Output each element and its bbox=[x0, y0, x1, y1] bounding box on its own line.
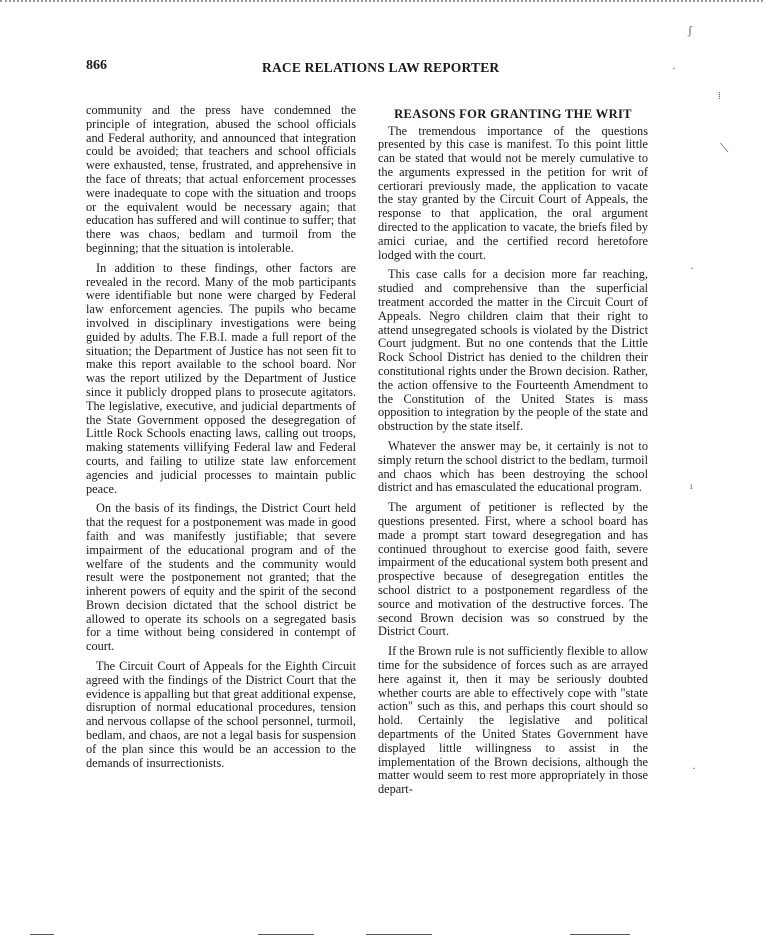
scan-speck: · bbox=[672, 61, 676, 75]
right-paragraph-1: The tremendous importance of the questions presented by this case is manifest. To this point little can be stated that would not be merely cumulative to the arguments expressed in the petition for writ of certiorari previously made, the application to vacate the stay granted by the Circuit Court of Appeals, the response to that application, the oral argument directed to the application to vacate, the briefs filed by amici curiae, and the certified record heretofore lodged with the court. bbox=[378, 123, 648, 262]
scan-bottom-edge bbox=[366, 934, 432, 935]
page-number: 866 bbox=[86, 58, 107, 73]
scan-bottom-edge bbox=[570, 934, 630, 935]
running-head: RACE RELATIONS LAW REPORTER bbox=[262, 60, 500, 75]
scan-speck: ⁞ bbox=[718, 91, 721, 102]
scan-speck: ⟍ bbox=[720, 141, 729, 155]
left-paragraph-4: The Circuit Court of Appeals for the Eighth Circuit agreed with the findings of the District Court that the evidence is appalling but that great additional expense, disruption of normal educational procedures, tension and nervous collapse of the school personnel, turmoil, bedlam, and chaos, are not a legal basis for suspension of the plan since this would be an accession to the demands of insurrectionists. bbox=[86, 659, 356, 770]
right-paragraph-3: Whatever the answer may be, it certainly is not to simply return the school district to the bedlam, turmoil and chaos which has been destroying the school district and has emasculated the educational program. bbox=[378, 439, 648, 495]
section-heading: REASONS FOR GRANTING THE WRIT bbox=[394, 107, 632, 121]
scan-speck: · bbox=[692, 761, 696, 775]
scan-top-edge bbox=[0, 0, 763, 4]
scan-speck: · bbox=[690, 261, 694, 275]
right-paragraph-5: If the Brown rule is not sufficiently flexible to allow time for the subsidence of forces such as are arrayed here against it, then it may be seriously doubted whether courts are able to effectively cope with "state action" such as this, and perhaps this court should so hold. Certainly the legislative and political departments of the United States Government have displayed little willingness to assist in the implementation of the Brown decisions, although the matter would seem to rest more appropriately in those depart- bbox=[378, 644, 648, 797]
right-paragraph-2: This case calls for a decision more far reaching, studied and comprehensive than the superficial treatment accorded the matter in the Circuit Court of Appeals. Negro children claim that their right to attend unsegregated schools is violated by the District Court judgment. But no one contends that the Little Rock School District has denied to the children their constitutional rights under the Brown decision. Rather, the action offensive to the Fourteenth Amendment to the Constitution of the United States is mass opposition to integration by the people of the state and obstruction by the state itself. bbox=[378, 267, 648, 434]
right-paragraph-4: The argument of petitioner is reflected by the questions presented. First, where a school board has made a prompt start toward desegregation and has continued throughout to exercise good faith, severe impairment of the educational system both present and prospective because of desegregation entitles the school district to a postponement regardless of the source and motivation of the destructive forces. The second Brown decision was so construed by the District Court. bbox=[378, 500, 648, 639]
scan-bottom-edge bbox=[30, 934, 54, 935]
scan-speck: ʃ bbox=[688, 23, 692, 37]
left-paragraph-1: community and the press have condemned the principle of integration, abused the school officials and Federal authority, and announced that integration could be avoided; that teachers and school officials were exhausted, tense, frustrated, and apprehensive in the face of threats; that actual enforcement processes were inadequate to cope with the situation and troops or the equivalent would be necessary again; that education has suffered and will continue to suffer; that there was chaos, bedlam and turmoil from the beginning; that the situation is intolerable. bbox=[86, 103, 356, 255]
scan-speck: ı bbox=[690, 481, 693, 491]
right-column bbox=[378, 107, 648, 803]
left-column bbox=[86, 104, 356, 776]
scan-bottom-edge bbox=[258, 934, 314, 935]
left-paragraph-3: On the basis of its findings, the District Court held that the request for a postponement was made in good faith and was manifestly justifiable; that severe impairment of the educational program and of the welfare of the students and the community would result were the postponement not granted; that the inherent powers of equity and the spirit of the second Brown decision dictated that the school district be allowed to operate its schools on a segregated basis for a time without being considered in contempt of court. bbox=[86, 501, 356, 654]
left-paragraph-2: In addition to these findings, other factors are revealed in the record. Many of the mob participants were identifiable but none were charged by Federal law enforcement agencies. The pupils who became involved in disciplinary investigations were being guided by adults. The F.B.I. made a full report of the situation; the Department of Justice has not seen fit to make this report available to the school board. Nor was the report utilized by the Department of Justice since it publicly dropped plans to prosecute agitators. The legislative, executive, and judicial departments of the State Government opposed the desegregation of Little Rock Schools enacting laws, calling out troops, making statements villifying Federal law and Federal courts, and failing to utilize state law enforcement agencies and judicial processes to maintain public peace. bbox=[86, 260, 356, 496]
